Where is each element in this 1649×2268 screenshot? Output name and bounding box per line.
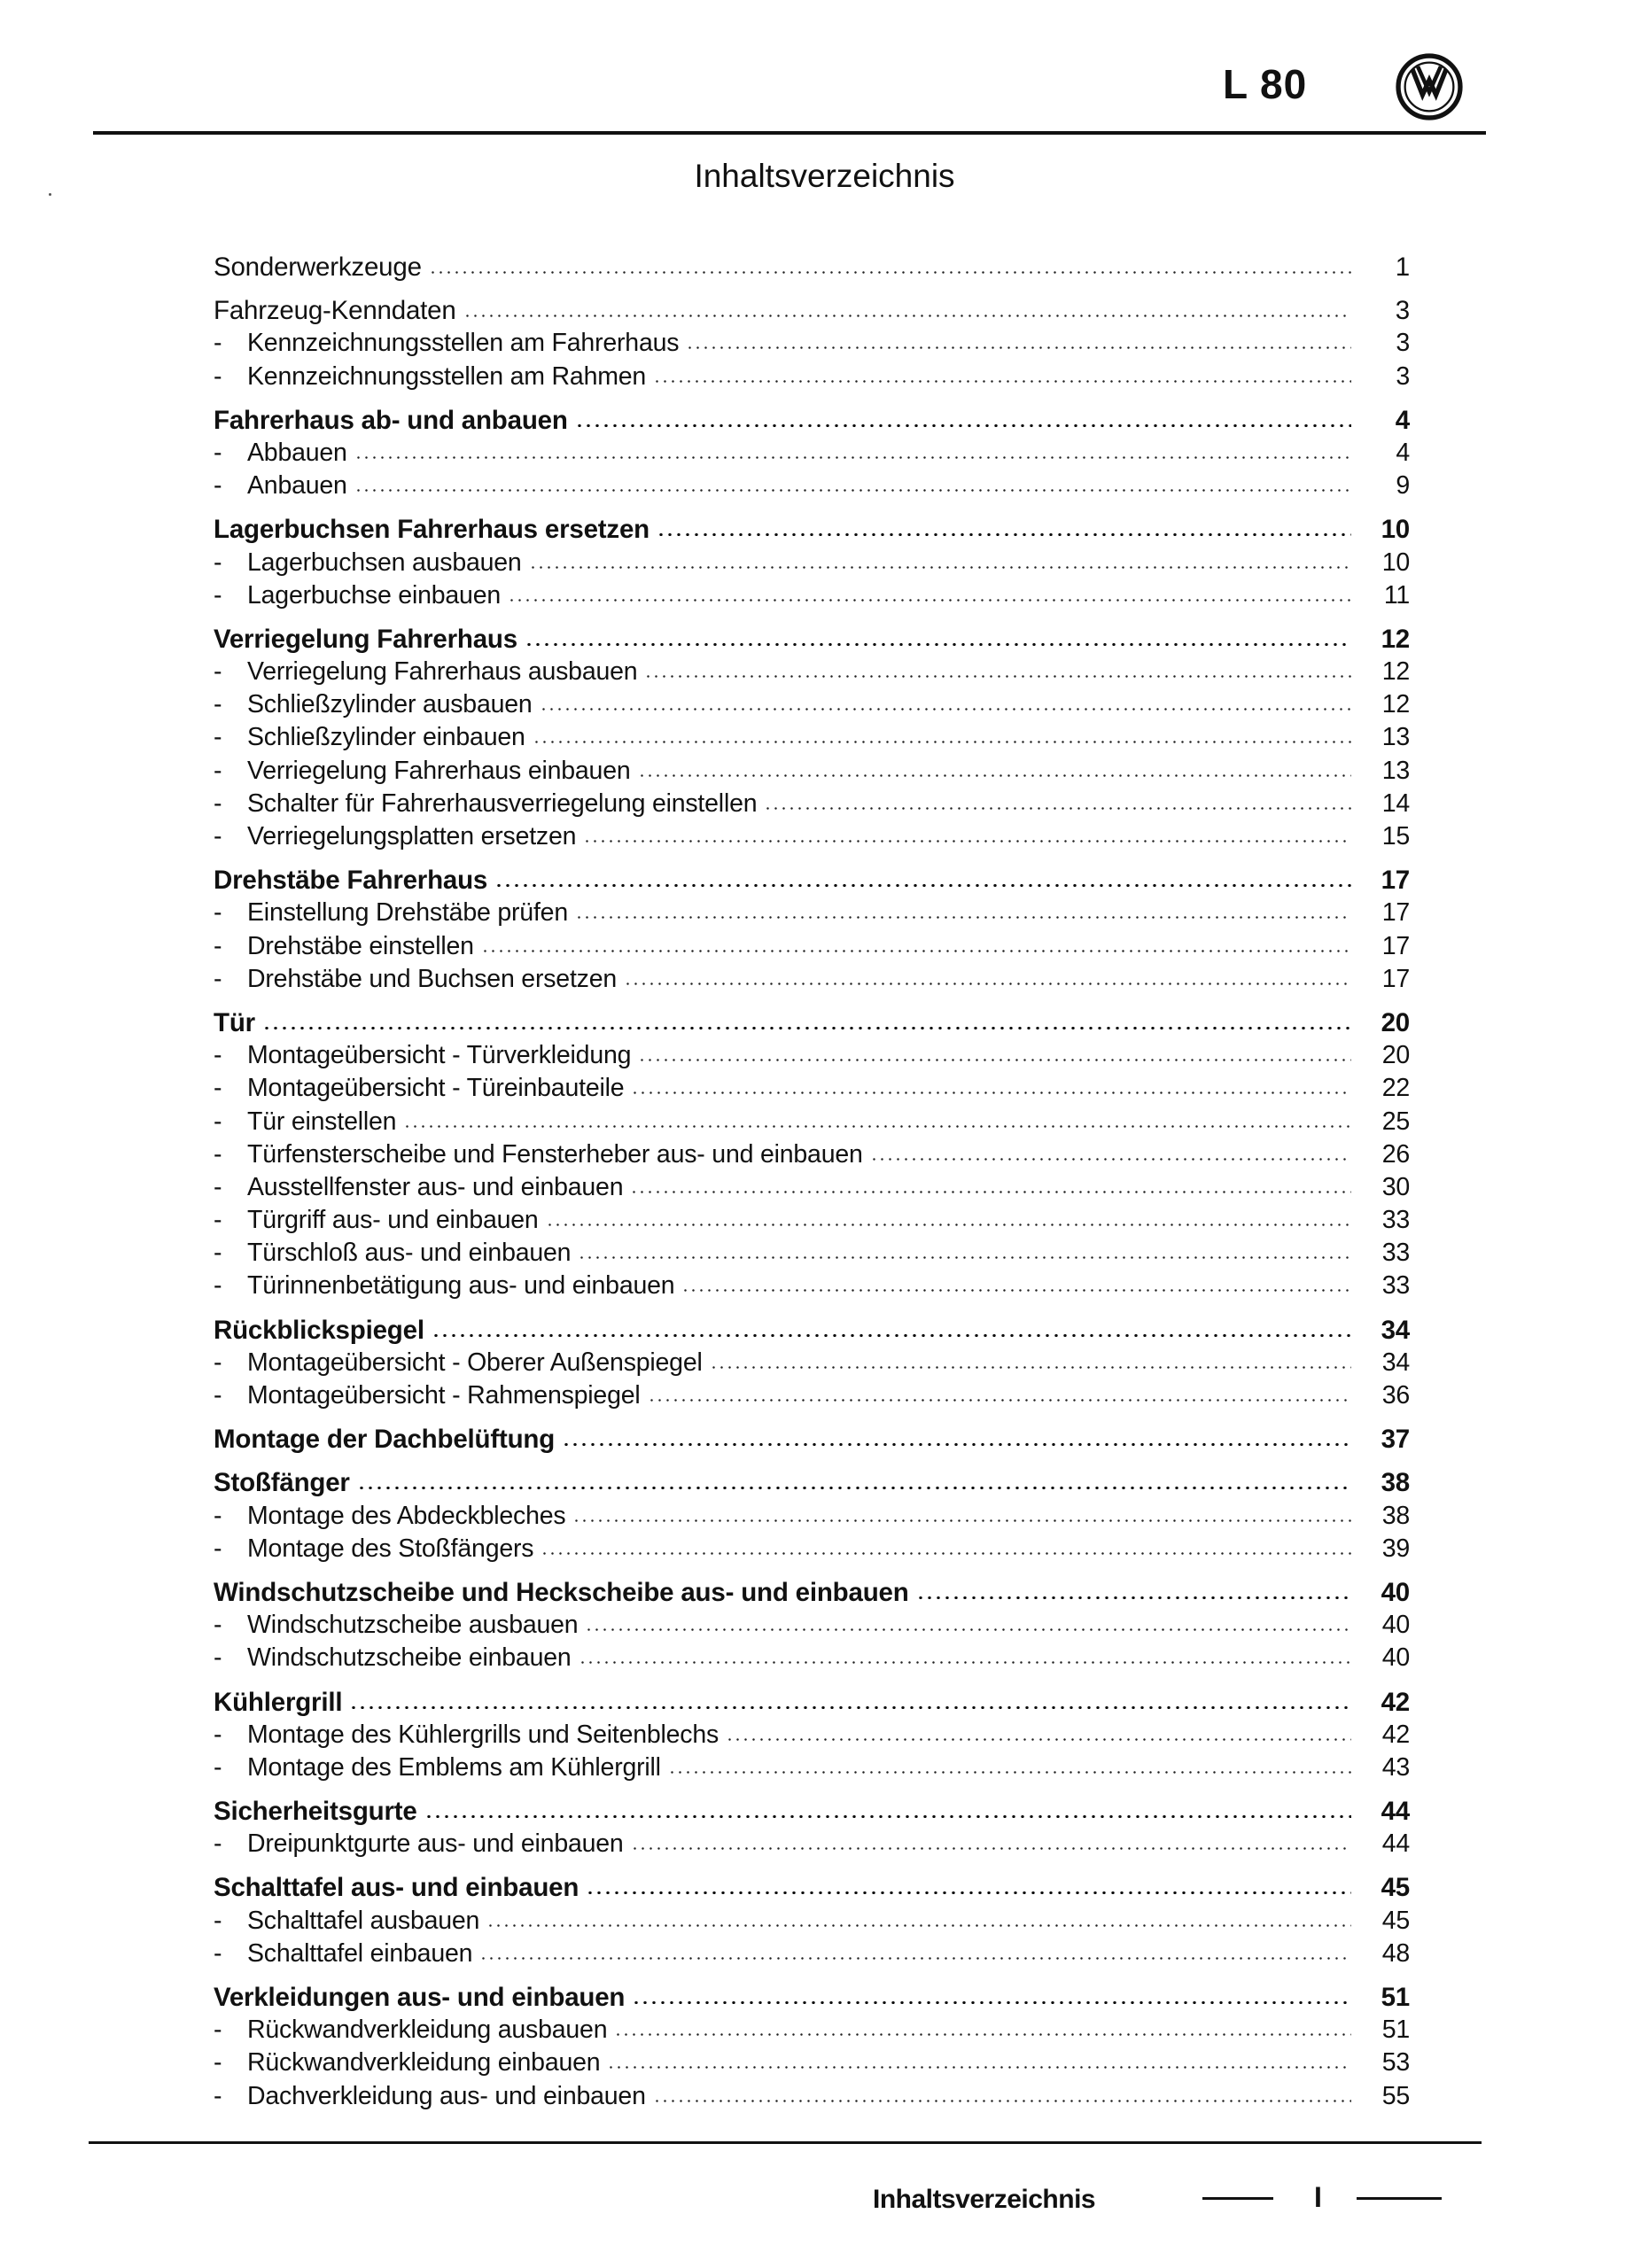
toc-page-number: 33 (1381, 1206, 1410, 1235)
toc-page-number: 40 (1381, 1643, 1410, 1673)
toc-page-number: 10 (1381, 515, 1410, 545)
toc-entry-label: - Schließzylinder ausbauen (214, 688, 533, 721)
footer-dash-right (1357, 2197, 1442, 2200)
toc-entry-label: - Montageübersicht - Türeinbauteile (214, 1072, 624, 1105)
dot-leader (546, 1223, 1351, 1226)
toc-page-number: 34 (1381, 1348, 1410, 1377)
dot-leader (575, 424, 1351, 427)
toc-main-entry (214, 251, 1410, 284)
dot-leader (653, 2100, 1351, 2102)
toc-sub-entry (214, 930, 1410, 963)
toc-entry-label: - Dreipunktgurte aus- und einbauen (214, 1828, 624, 1860)
toc-page-number: 13 (1381, 723, 1410, 752)
toc-entry-label: Fahrerhaus ab- und anbauen (214, 405, 568, 435)
dot-leader (486, 1924, 1351, 1927)
toc-page-number: 30 (1381, 1172, 1410, 1201)
toc-main-entry (214, 1314, 1410, 1347)
dot-leader (870, 1158, 1351, 1161)
dot-leader (583, 840, 1351, 843)
toc-section (214, 1576, 1410, 1675)
toc-entry-label: Verkleidungen aus- und einbauen (214, 1983, 626, 2012)
toc-entry-label: - Einstellung Drehstäbe prüfen (214, 897, 568, 929)
dot-leader (349, 1706, 1351, 1709)
dot-leader (638, 774, 1352, 777)
toc-sub-entry (214, 897, 1410, 929)
toc-sub-entry (214, 1171, 1410, 1204)
toc-entry-label: - Rückwandverkleidung einbauen (214, 2047, 600, 2079)
toc-main-entry (214, 1871, 1410, 1904)
toc-page-number: 12 (1381, 657, 1410, 687)
footer-dash-left (1202, 2197, 1273, 2200)
toc-section (214, 1314, 1410, 1413)
toc-entry-label: - Rückwandverkleidung ausbauen (214, 2014, 607, 2047)
toc-section (214, 864, 1410, 996)
toc-page-number: 53 (1381, 2048, 1410, 2078)
toc-section (214, 1423, 1410, 1456)
toc-entry-label: - Türschloß aus- und einbauen (214, 1237, 571, 1270)
toc-sub-entry (214, 1642, 1410, 1674)
toc-entry-label: Lagerbuchsen Fahrerhaus ersetzen (214, 515, 649, 545)
toc-entry-label: - Verriegelung Fahrerhaus ausbauen (214, 656, 637, 688)
dot-leader (262, 1027, 1351, 1029)
toc-sub-entry (214, 1138, 1410, 1171)
toc-sub-entry (214, 2014, 1410, 2047)
toc-entry-label: - Montage des Emblems am Kühlergrill (214, 1751, 661, 1784)
toc-section (214, 513, 1410, 612)
toc-entry-label: - Windschutzscheibe ausbauen (214, 1609, 578, 1642)
toc-entry-label: - Lagerbuchse einbauen (214, 579, 501, 612)
toc-entry-label: - Dachverkleidung aus- und einbauen (214, 2080, 646, 2113)
toc-sub-entry (214, 1270, 1410, 1302)
toc-sub-entry (214, 1533, 1410, 1565)
toc-entry-label: Tür (214, 1007, 255, 1037)
toc-entry-label: - Anbauen (214, 470, 347, 502)
dot-leader (533, 741, 1351, 743)
dot-leader (575, 916, 1351, 919)
toc-sub-entry (214, 1828, 1410, 1860)
dot-leader (726, 1738, 1351, 1741)
dot-leader (494, 884, 1351, 887)
toc-entry-label: - Windschutzscheibe einbauen (214, 1642, 572, 1674)
footer-page-number: I (1314, 2181, 1322, 2213)
toc-entry-label: - Verriegelung Fahrerhaus einbauen (214, 755, 631, 788)
toc-entry-label: - Türfensterscheibe und Fensterheber aus- und einbauen (214, 1138, 863, 1171)
toc-sub-entry (214, 361, 1410, 393)
dot-leader (624, 983, 1351, 985)
toc-entry-label: - Montage des Stoßfängers (214, 1533, 533, 1565)
toc-entry-label: Sonderwerkzeuge (214, 252, 422, 282)
toc-page-number: 42 (1381, 1687, 1410, 1717)
toc-page-number: 25 (1381, 1107, 1410, 1136)
toc-page-number: 33 (1381, 1271, 1410, 1301)
toc-page-number: 43 (1381, 1752, 1410, 1782)
toc-entry-label: - Tür einstellen (214, 1106, 396, 1138)
footer-section-label: Inhaltsverzeichnis (873, 2185, 1096, 2214)
toc-page-number: 9 (1396, 471, 1410, 501)
table-of-contents (214, 251, 1410, 2124)
toc-section (214, 404, 1410, 503)
toc-main-entry (214, 864, 1410, 897)
toc-page-number: 13 (1381, 756, 1410, 785)
model-designation: L 80 (1223, 61, 1308, 107)
footer-rule (89, 2141, 1482, 2144)
toc-page-number: 26 (1381, 1139, 1410, 1169)
dot-leader (354, 489, 1351, 492)
toc-page-number: 37 (1381, 1425, 1410, 1455)
toc-sub-entry (214, 820, 1410, 853)
dot-leader (668, 1771, 1351, 1774)
toc-page-number: 17 (1381, 866, 1410, 896)
toc-entry-label: - Montageübersicht - Rahmenspiegel (214, 1379, 641, 1412)
toc-section (214, 1871, 1410, 1970)
dot-leader (614, 2033, 1351, 2036)
toc-sub-entry (214, 1379, 1410, 1412)
toc-sub-entry (214, 1751, 1410, 1784)
dot-leader (424, 1815, 1351, 1818)
toc-main-entry (214, 1686, 1410, 1719)
toc-page-number: 40 (1381, 1611, 1410, 1640)
dot-leader (686, 346, 1351, 349)
dot-leader (463, 315, 1351, 317)
toc-page-number: 12 (1381, 690, 1410, 719)
dot-leader (916, 1596, 1351, 1599)
toc-sub-entry (214, 2047, 1410, 2079)
toc-section (214, 251, 1410, 284)
dot-leader (432, 1334, 1351, 1337)
toc-entry-label: - Montage des Abdeckbleches (214, 1500, 565, 1533)
toc-page-number: 17 (1381, 964, 1410, 993)
toc-entry-label: - Schließzylinder einbauen (214, 721, 525, 754)
toc-page-number: 45 (1381, 1906, 1410, 1935)
dot-leader (648, 1399, 1351, 1402)
toc-main-entry (214, 1466, 1410, 1499)
toc-page-number: 51 (1381, 1983, 1410, 2012)
toc-sub-entry (214, 437, 1410, 470)
dot-leader (572, 1519, 1351, 1522)
toc-main-entry (214, 404, 1410, 437)
toc-entry-label: Stoßfänger (214, 1468, 350, 1498)
toc-page-number: 17 (1381, 898, 1410, 928)
toc-main-entry (214, 1006, 1410, 1039)
toc-main-entry (214, 1981, 1410, 2014)
toc-page-number: 4 (1396, 438, 1410, 467)
dot-leader (586, 1891, 1351, 1894)
toc-entry-label: - Schalter für Fahrerhausverriegelung einstellen (214, 788, 757, 820)
toc-sub-entry (214, 1347, 1410, 1379)
toc-page-number: 10 (1381, 548, 1410, 577)
toc-entry-label: - Montage des Kühlergrills und Seitenblechs (214, 1719, 719, 1751)
toc-entry-label: - Türgriff aus- und einbauen (214, 1204, 539, 1237)
toc-entry-label: - Lagerbuchsen ausbauen (214, 547, 522, 579)
dot-leader (632, 2001, 1351, 2004)
toc-sub-entry (214, 547, 1410, 579)
dot-leader (508, 599, 1351, 602)
toc-section (214, 1981, 1410, 2113)
dot-leader (638, 1059, 1351, 1061)
dot-leader (525, 643, 1351, 646)
toc-entry-label: Schalttafel aus- und einbauen (214, 1873, 579, 1903)
toc-section (214, 1006, 1410, 1303)
toc-entry-label: - Abbauen (214, 437, 347, 470)
dot-leader (529, 566, 1351, 569)
toc-page-number: 15 (1381, 822, 1410, 850)
toc-entry-label: Kühlergrill (214, 1687, 343, 1717)
toc-sub-entry (214, 1072, 1410, 1105)
toc-sub-entry (214, 1905, 1410, 1938)
dot-leader (710, 1366, 1351, 1369)
toc-page-number: 42 (1381, 1720, 1410, 1749)
toc-sub-entry (214, 1609, 1410, 1642)
toc-main-entry (214, 1576, 1410, 1609)
toc-entry-label: Verriegelung Fahrerhaus (214, 624, 517, 654)
toc-entry-label: Sicherheitsgurte (214, 1797, 417, 1827)
toc-section (214, 1466, 1410, 1565)
dot-leader (481, 950, 1351, 952)
toc-page-number: 33 (1381, 1239, 1410, 1268)
toc-section (214, 623, 1410, 853)
dot-leader (354, 456, 1351, 459)
toc-entry-label: - Türinnenbetätigung aus- und einbauen (214, 1270, 674, 1302)
toc-page-number: 44 (1381, 1797, 1410, 1827)
toc-entry-label: - Schalttafel einbauen (214, 1938, 472, 1970)
toc-sub-entry (214, 1204, 1410, 1237)
toc-page-number: 36 (1381, 1381, 1410, 1410)
dot-leader (607, 2066, 1351, 2069)
toc-page-number: 44 (1381, 1829, 1410, 1859)
toc-sub-entry (214, 721, 1410, 754)
page-title: Inhaltsverzeichnis (694, 158, 955, 194)
dot-leader (657, 533, 1351, 536)
toc-page-number: 4 (1395, 405, 1410, 435)
toc-sub-entry (214, 1719, 1410, 1751)
toc-sub-entry (214, 656, 1410, 688)
dot-leader (585, 1628, 1351, 1631)
toc-sub-entry (214, 2080, 1410, 2113)
toc-entry-label: Fahrzeug-Kenndaten (214, 296, 456, 326)
toc-sub-entry (214, 1237, 1410, 1270)
toc-sub-entry (214, 1039, 1410, 1072)
toc-entry-label: - Drehstäbe einstellen (214, 930, 474, 963)
toc-entry-label: - Ausstellfenster aus- und einbauen (214, 1171, 623, 1204)
toc-entry-label: - Kennzeichnungsstellen am Rahmen (214, 361, 646, 393)
toc-main-entry (214, 1795, 1410, 1828)
dot-leader (579, 1661, 1351, 1664)
toc-main-entry (214, 513, 1410, 546)
toc-page-number: 45 (1381, 1873, 1410, 1903)
toc-main-entry (214, 623, 1410, 656)
toc-page-number: 51 (1381, 2016, 1410, 2045)
toc-sub-entry (214, 1500, 1410, 1533)
toc-entry-label: Rückblickspiegel (214, 1315, 424, 1345)
toc-entry-label: - Drehstäbe und Buchsen ersetzen (214, 963, 617, 996)
toc-page-number: 40 (1381, 1577, 1410, 1607)
toc-sub-entry (214, 788, 1410, 820)
toc-section (214, 1686, 1410, 1785)
toc-sub-entry (214, 470, 1410, 502)
toc-page-number: 48 (1381, 1938, 1410, 1968)
toc-section (214, 1795, 1410, 1860)
toc-entry-label: - Schalttafel ausbauen (214, 1905, 479, 1938)
toc-page-number: 38 (1381, 1468, 1410, 1498)
toc-page-number: 1 (1395, 252, 1410, 282)
dot-leader (653, 380, 1351, 383)
toc-sub-entry (214, 1938, 1410, 1970)
toc-sub-entry (214, 579, 1410, 612)
toc-page-number: 20 (1381, 1041, 1410, 1070)
toc-page-number: 12 (1381, 624, 1410, 654)
dot-leader (562, 1443, 1351, 1446)
header-rule (93, 131, 1486, 135)
toc-sub-entry (214, 963, 1410, 996)
toc-main-entry (214, 1423, 1410, 1456)
toc-section (214, 294, 1410, 393)
dot-leader (540, 708, 1351, 711)
toc-sub-entry (214, 755, 1410, 788)
toc-entry-label: - Verriegelungsplatten ersetzen (214, 820, 576, 853)
toc-sub-entry (214, 327, 1410, 360)
toc-sub-entry (214, 688, 1410, 721)
dot-leader (630, 1191, 1351, 1193)
dot-leader (578, 1256, 1351, 1259)
dot-leader (429, 271, 1351, 274)
dot-leader (541, 1552, 1351, 1555)
toc-entry-label: Montage der Dachbelüftung (214, 1425, 556, 1455)
dot-leader (357, 1487, 1351, 1489)
dot-leader (681, 1289, 1351, 1292)
toc-page-number: 11 (1383, 580, 1410, 610)
toc-entry-label: - Kennzeichnungsstellen am Fahrerhaus (214, 327, 679, 360)
toc-page-number: 22 (1381, 1074, 1410, 1103)
dot-leader (403, 1125, 1351, 1128)
toc-page-number: 39 (1381, 1534, 1410, 1563)
dot-leader (644, 675, 1351, 678)
toc-page-number: 38 (1381, 1501, 1410, 1530)
toc-page-number: 3 (1396, 329, 1410, 358)
toc-page-number: 17 (1381, 931, 1410, 960)
toc-sub-entry (214, 1106, 1410, 1138)
toc-page-number: 20 (1381, 1007, 1410, 1037)
toc-page-number: 14 (1381, 788, 1410, 818)
toc-main-entry (214, 294, 1410, 327)
toc-entry-label: Windschutzscheibe und Heckscheibe aus- und einbauen (214, 1577, 909, 1607)
vw-logo-icon (1396, 53, 1463, 120)
dot-leader (631, 1847, 1351, 1850)
toc-page-number: 3 (1395, 296, 1410, 326)
dot-leader (764, 807, 1351, 810)
toc-entry-label: - Montageübersicht - Oberer Außenspiegel (214, 1347, 703, 1379)
toc-entry-label: - Montageübersicht - Türverkleidung (214, 1039, 631, 1072)
toc-page-number: 34 (1381, 1315, 1410, 1345)
dot-leader (479, 1957, 1351, 1960)
toc-page-number: 3 (1396, 361, 1410, 391)
toc-page-number: 55 (1381, 2081, 1410, 2110)
dot-leader (631, 1091, 1351, 1094)
toc-entry-label: Drehstäbe Fahrerhaus (214, 866, 488, 896)
